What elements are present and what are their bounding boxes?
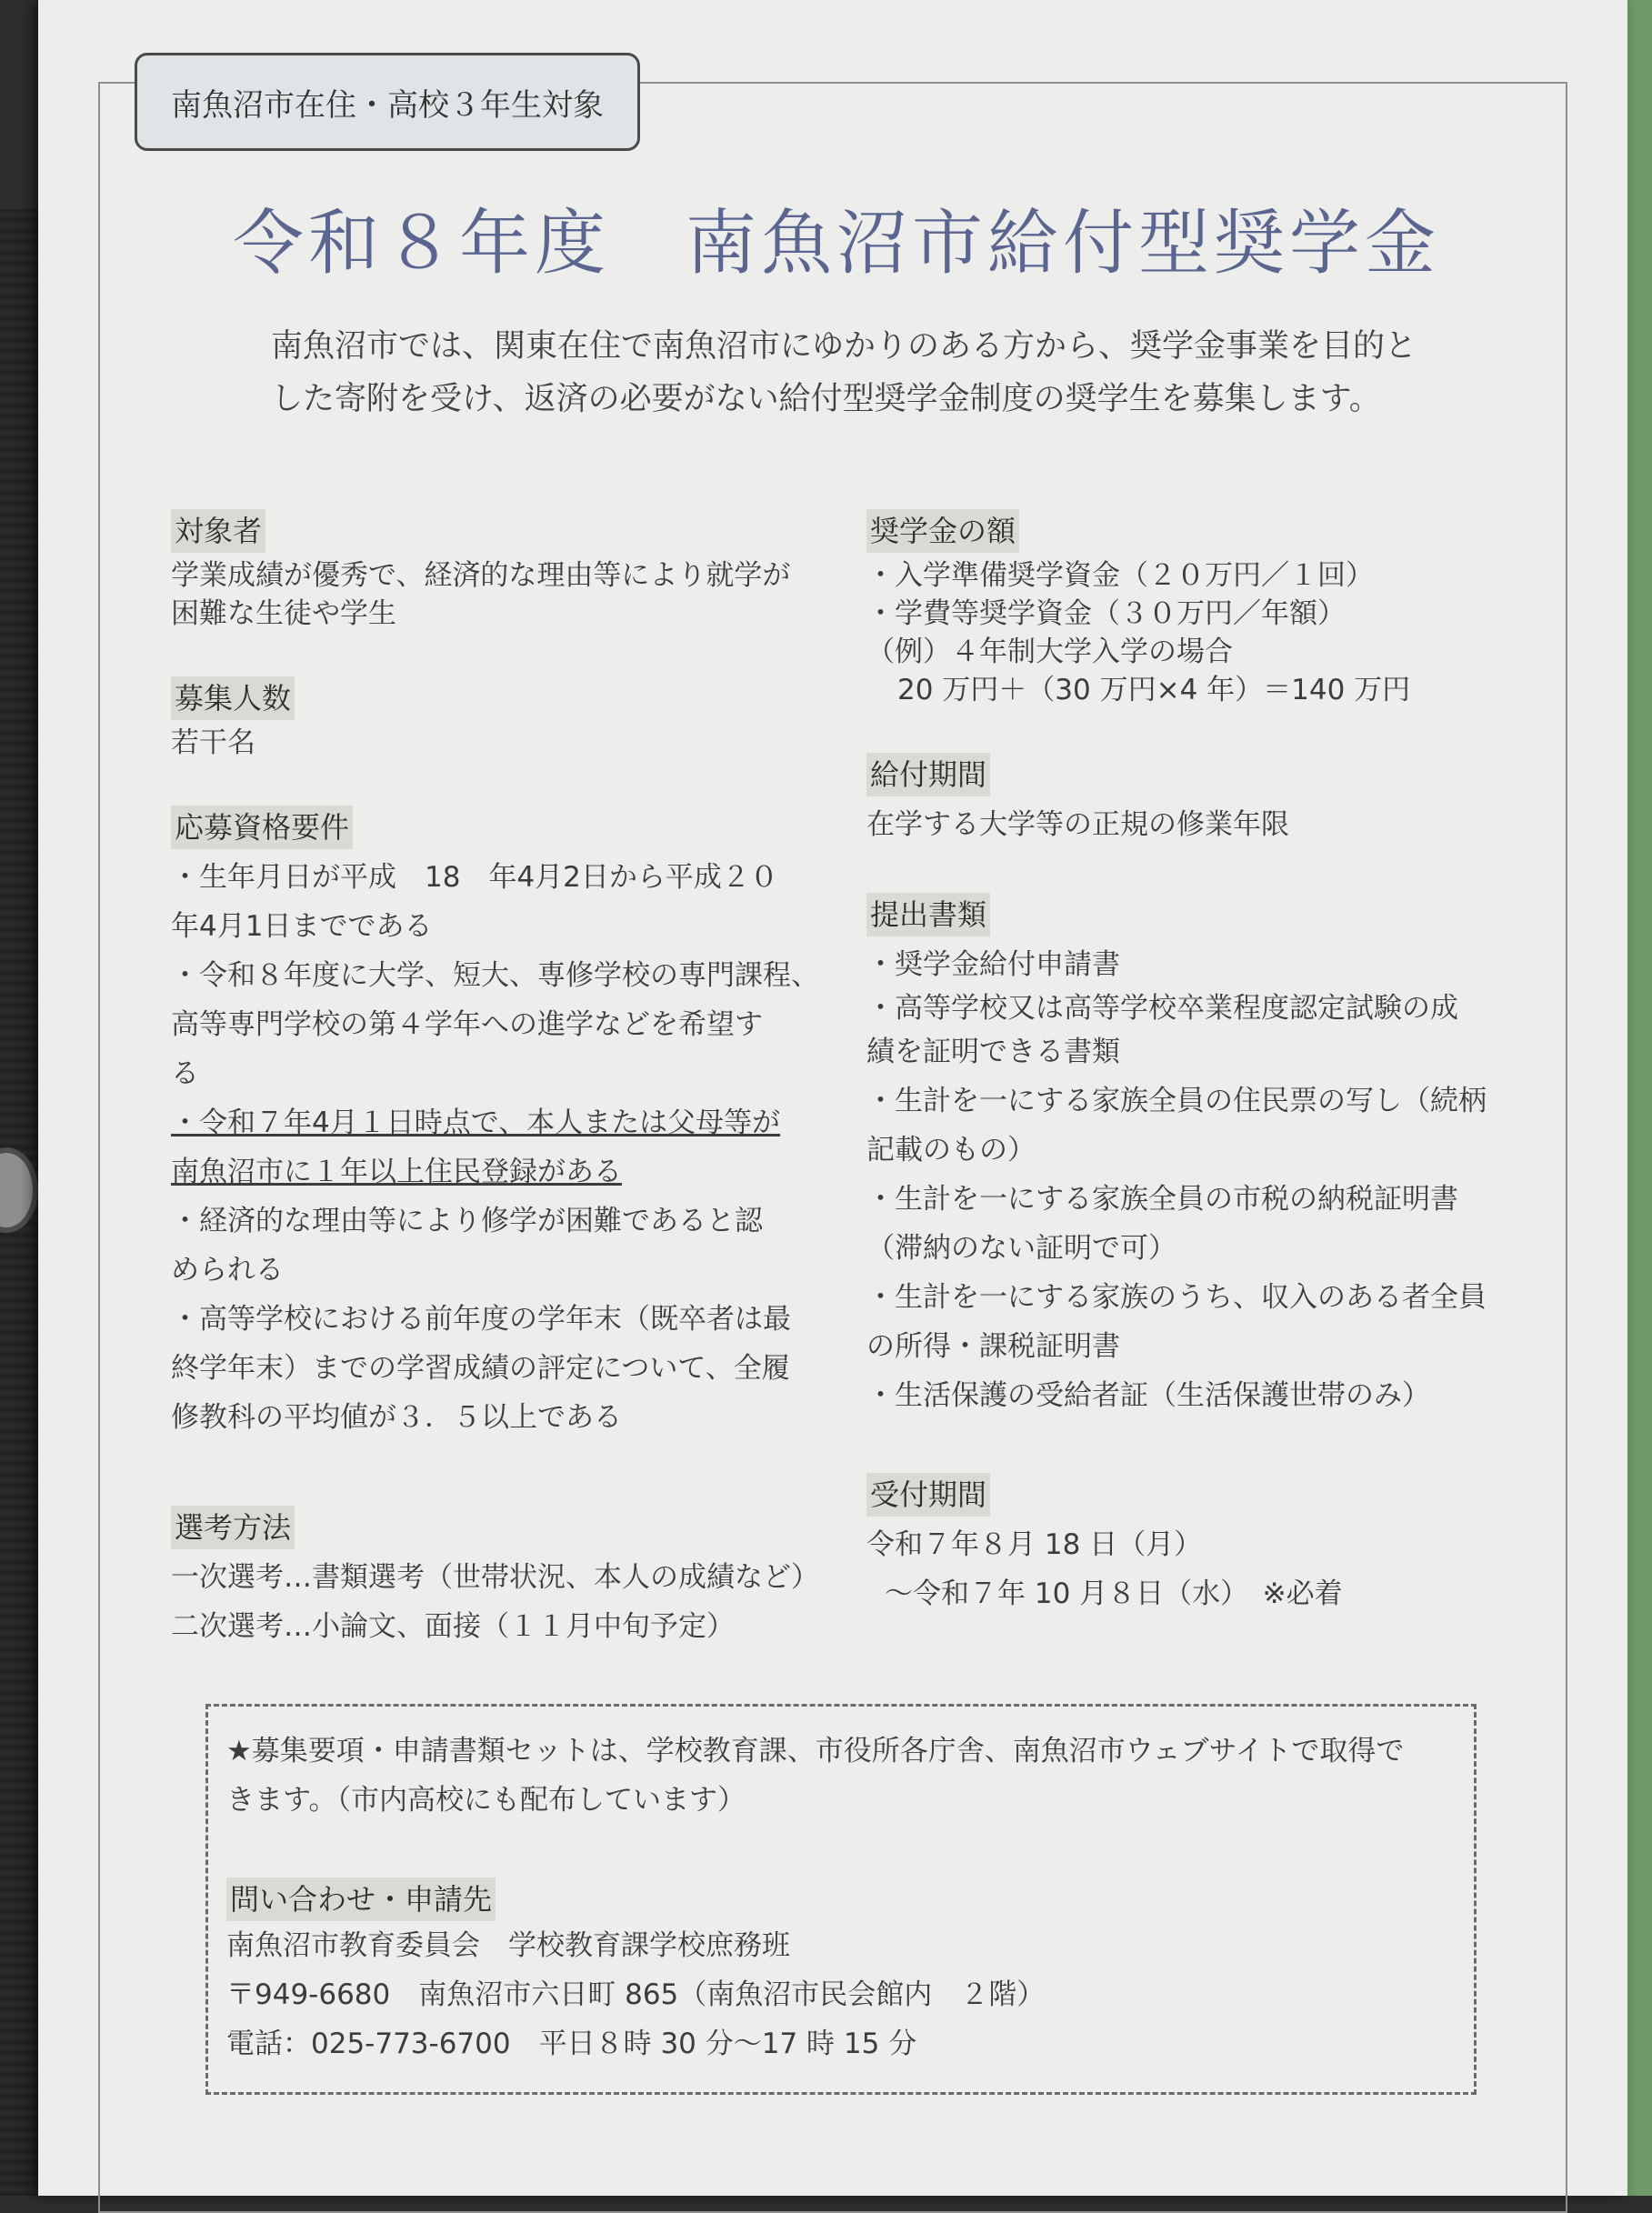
section-line: 終学年末）までの学習成績の評定について、全履 <box>171 1352 790 1385</box>
section-line: ・高等学校又は高等学校卒業程度認定試験の成 <box>866 992 1458 1025</box>
intro-line: 南魚沼市では、関東在住で南魚沼市にゆかりのある方から、奨学金事業を目的と <box>271 328 1417 365</box>
section-line: 一次選考…書類選考（世帯状況、本人の成績など） <box>171 1561 819 1594</box>
right-column <box>866 509 1521 1662</box>
section-line: 学業成績が優秀で、経済的な理由等により就学が <box>171 559 791 592</box>
section-line: ・入学準備奨学資金（２０万円／１回） <box>866 559 1374 592</box>
contact-line: 〒949-6680 南魚沼市六日町 865（南魚沼市民会館内 ２階） <box>226 1978 1046 2011</box>
section-line: 在学する大学等の正規の修業年限 <box>866 808 1289 841</box>
section-documents <box>866 893 1521 1420</box>
intro-paragraph <box>271 320 1453 426</box>
section-line: 困難な生徒や学生 <box>171 597 396 630</box>
section-application-period <box>866 1473 1521 1618</box>
section-heading: 受付期間 <box>866 1473 990 1517</box>
spacer <box>226 1825 1456 1878</box>
section-line: められる <box>171 1254 284 1287</box>
section-line: ・令和７年4月１日時点で、本人または父母等が <box>171 1106 781 1139</box>
section-line: 南魚沼市に１年以上住民登録がある <box>171 1156 622 1188</box>
section-line: 高等専門学校の第４学年への進学などを希望す <box>171 1008 763 1041</box>
section-amount <box>866 509 1521 709</box>
section-line: ・令和８年度に大学、短大、専修学校の専門課程、 <box>171 959 819 992</box>
section-line: 若干名 <box>171 726 255 759</box>
section-heading: 応募資格要件 <box>171 806 353 849</box>
section-line: る <box>171 1057 199 1090</box>
section-line: ・経済的な理由等により修学が困難であると認 <box>171 1205 763 1237</box>
contact-line: 南魚沼市教育委員会 学校教育課学校庶務班 <box>226 1929 790 1962</box>
background-wall <box>1627 0 1652 2196</box>
section-line: （例）４年制大学入学の場合 <box>866 636 1233 668</box>
section-line: ・生計を一にする家族全員の住民票の写し（続柄 <box>866 1085 1487 1117</box>
section-heading: 募集人数 <box>171 676 295 720</box>
section-line: ～令和７年 10 月８日（水） ※必着 <box>885 1577 1343 1610</box>
section-heading: 対象者 <box>171 509 265 553</box>
section-line: ・学費等奨学資金（３０万円／年額） <box>866 597 1346 630</box>
section-line: 修教科の平均値が３．５以上である <box>171 1401 622 1434</box>
section-line: 績を証明できる書類 <box>866 1036 1120 1068</box>
section-selection-method <box>171 1506 826 1651</box>
target-audience-badge: 南魚沼市在住・高校３年生対象 <box>135 53 640 151</box>
section-line: ・生活保護の受給者証（生活保護世帯のみ） <box>866 1379 1430 1412</box>
section-heading: 給付期間 <box>866 753 990 796</box>
intro-line: した寄附を受け、返済の必要がない給付型奨学金制度の奨学生を募集します。 <box>271 381 1381 417</box>
section-payment-period <box>866 753 1521 849</box>
section-line: （滞納のない証明で可） <box>866 1232 1176 1265</box>
contact-heading: 問い合わせ・申請先 <box>226 1878 496 1921</box>
section-heading: 提出書類 <box>866 893 990 936</box>
section-requirements <box>171 806 826 1442</box>
contact-info-box <box>205 1704 1477 2095</box>
section-line: 年4月1日までである <box>171 910 433 943</box>
section-line: 令和７年８月 18 日（月） <box>866 1528 1203 1561</box>
left-column <box>171 509 826 1695</box>
section-eligible-persons <box>171 509 826 633</box>
section-heading: 奨学金の額 <box>866 509 1019 553</box>
section-line: 20 万円＋（30 万円×4 年）＝140 万円 <box>897 674 1411 706</box>
section-line: ・奨学金給付申請書 <box>866 948 1120 981</box>
section-recruit-count <box>171 676 826 762</box>
section-line: の所得・課税証明書 <box>866 1330 1120 1363</box>
section-line: ・生年月日が平成 18 年4月2日から平成２０ <box>171 861 778 894</box>
document-title: 令和８年度 南魚沼市給付型奨学金 <box>232 203 1440 285</box>
section-line: ・生計を一にする家族全員の市税の納税証明書 <box>866 1183 1458 1216</box>
section-line: ・生計を一にする家族のうち、収入のある者全員 <box>866 1281 1487 1314</box>
contact-line: 電話：025-773-6700 平日８時 30 分～17 時 15 分 <box>226 2028 917 2060</box>
note-line: ★募集要項・申請書類セットは、学校教育課、市役所各庁舎、南魚沼市ウェブサイトで取得で <box>226 1735 1405 1767</box>
section-line: 二次選考…小論文、面接（１１月中旬予定） <box>171 1610 735 1643</box>
section-line: ・高等学校における前年度の学年末（既卒者は最 <box>171 1303 791 1336</box>
section-line: 記載のもの） <box>866 1134 1036 1167</box>
section-heading: 選考方法 <box>171 1506 295 1549</box>
note-line: きます。（市内高校にも配布しています） <box>226 1784 746 1817</box>
